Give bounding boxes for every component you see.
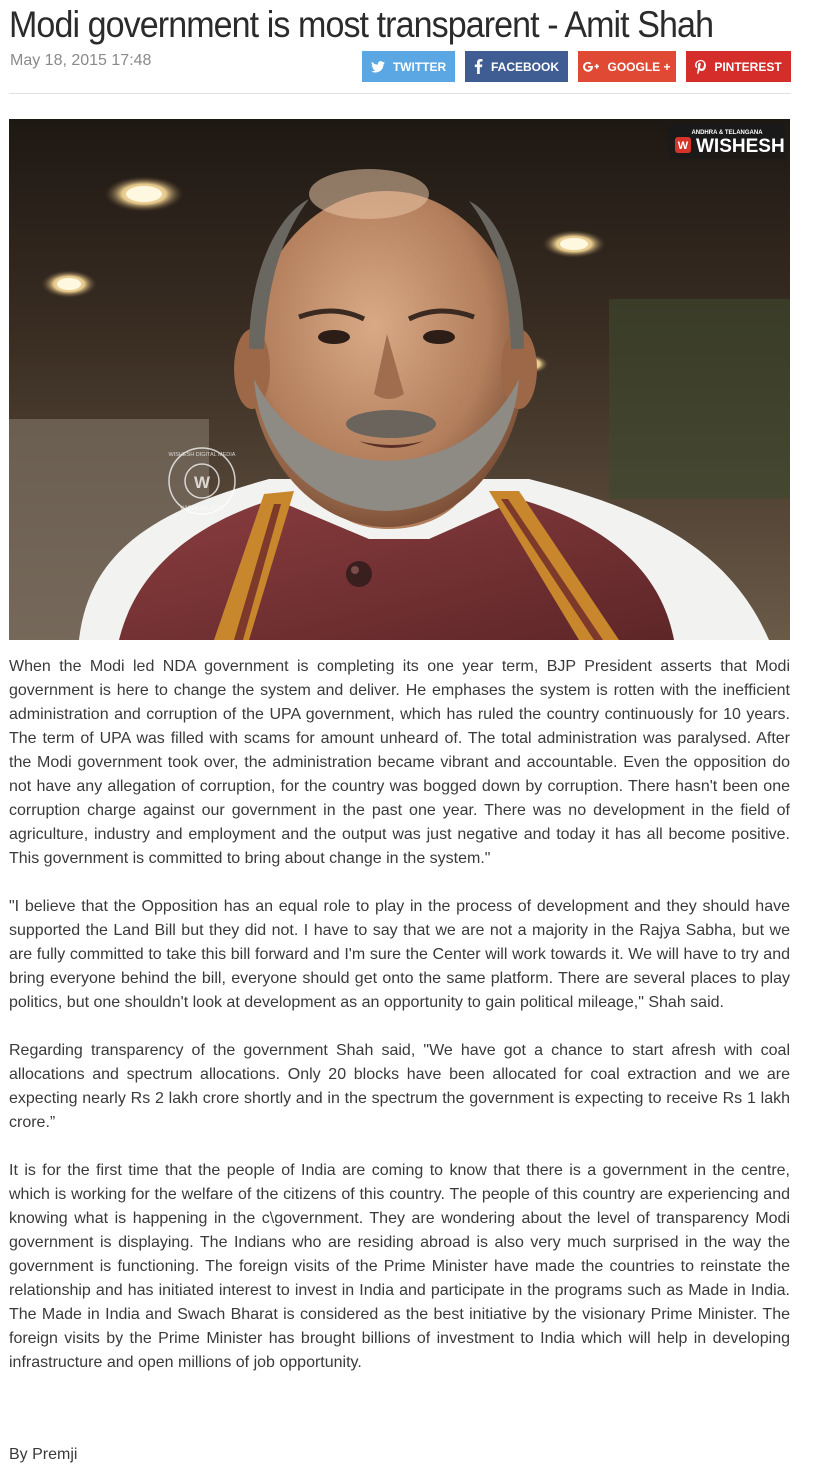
google-plus-icon [583,60,599,73]
twitter-label: TWITTER [392,59,447,74]
article-body [9,655,790,1399]
article-paragraph: "I believe that the Opposition has an equal role to play in the process of development and they should have supported the Land Bill but they did not. I have to say that we are not a majority in the Rajya Sabha, but we are fully committed to take this bill forward and I'm sure the Center will work towards it. We will have to try and bring everyone behind the bill, everyone should get onto the same platform. There are several places to play politics, but one shouldn't look at development as an opportunity to gain political mileage," Shah said. [9,898,790,1011]
logo-region-text: ANDHRA & TELANGANA [691,130,763,136]
watermark-bottom-text: WISHESH.COM [180,506,224,512]
article-paragraph: It is for the first time that the people of India are coming to know that there is a government in the centre, which is working for the welfare of the citizens of this country. The people of this country are experiencing and knowing what is happening in the c\government. They are wondering about the level of transparency Modi government is displaying. The Indians who are residing abroad is also very much surprised in the way the government is functioning. The foreign visits of the Prime Minister have made the countries to reinstate the relationship and has initiated interest to invest in India and participate in the programs such as Made in India. The Made in India and Swach Bharat is considered as the best initiative by the visionary Prime Minister. The foreign visits by the Prime Minister has brought billions of investment to India which will help in developing infrastructure and open millions of job opportunity. [9,1162,790,1371]
twitter-icon [371,61,385,73]
twitter-share-button[interactable] [362,51,455,82]
pinterest-icon [695,60,706,74]
facebook-share-button[interactable] [465,51,568,82]
article-byline: By Premji [9,1446,78,1463]
google-plus-label: GOOGLE + [607,59,671,74]
facebook-label: FACEBOOK [490,59,559,74]
watermark-top-text: WISHESH DIGITAL MEDIA [168,452,236,458]
pinterest-share-button[interactable] [686,51,791,82]
article-title: Modi government is most transparent - Amit Shah [9,4,714,45]
google-plus-share-button[interactable] [578,51,676,82]
facebook-icon [474,59,483,74]
pinterest-label: PINTEREST [714,59,782,74]
header-divider [9,93,791,94]
wishesh-logo [669,123,785,159]
article-date: May 18, 2015 17:48 [10,52,152,69]
svg-text:W: W [677,140,689,152]
svg-text:W: W [193,473,211,492]
article-paragraph: Regarding transparency of the government Shah said, "We have got a chance to start afresh with coal allocations and spectrum allocations. Only 20 blocks have been allocated for coal extraction and we are expecting nearly Rs 2 lakh crore shortly and in the spectrum the government is expecting to receive Rs 1 lakh crore.” [9,1042,790,1131]
article-paragraph: When the Modi led NDA government is completing its one year term, BJP President asserts that Modi government is here to change the system and deliver. He emphases the system is rotten with the inefficient administration and corruption of the UPA government, which has ruled the country continuously for 10 years. The term of UPA was filled with scams for amount unheard of. The total administration was paralysed. After the Modi government took over, the administration became vibrant and accountable. Even the opposition do not have any allegation of corruption, for the country was bogged down by corruption. There hasn't been one corruption charge against our government in the past one year. There was no development in the field of agriculture, industry and employment and the output was just negative and today it has all become positive. This government is committed to bring about change in the system." [9,658,790,867]
logo-name-text: WISHESH [696,136,785,157]
article-photo [9,119,790,640]
